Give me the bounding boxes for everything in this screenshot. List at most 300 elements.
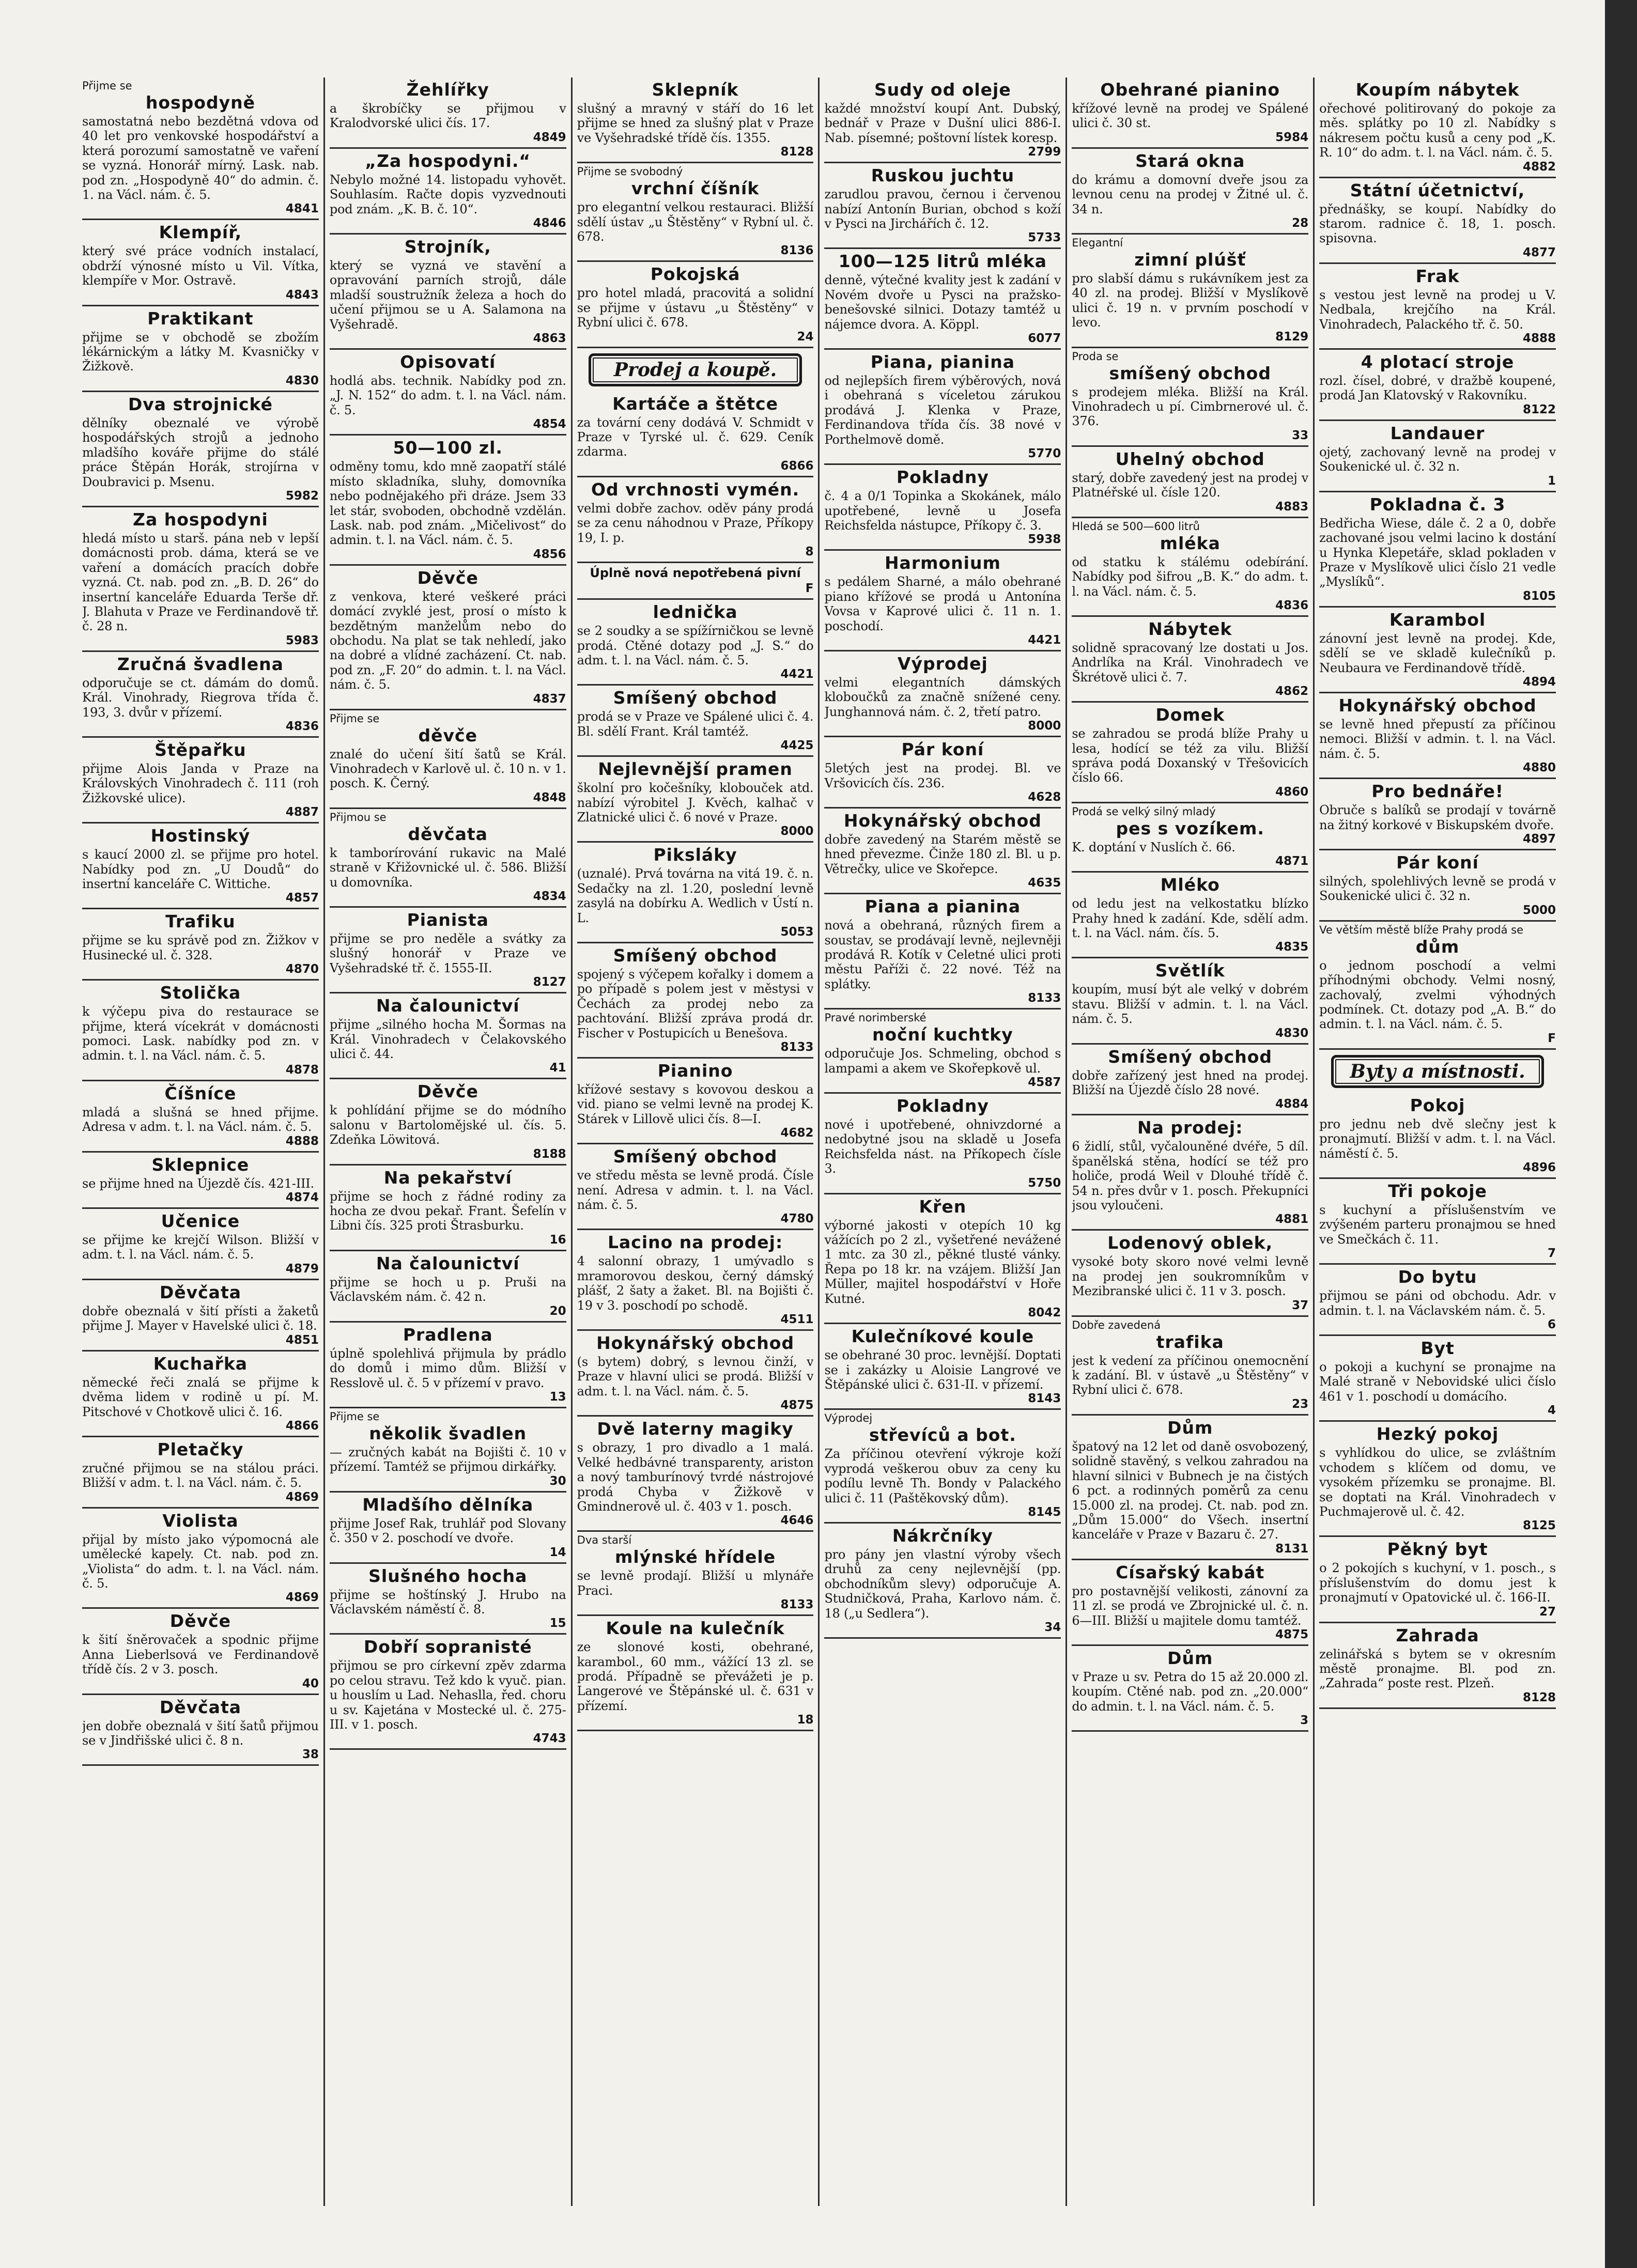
classified-ad: [82, 1209, 319, 1280]
ad-number: 4866: [285, 1419, 319, 1433]
ad-number: 4511: [780, 1313, 814, 1327]
ad-text: přijme se v obchodě se zbožím lékárnickým a látky M. Kvasničky v Žižkově.: [82, 330, 319, 374]
ad-heading: Violista: [162, 1510, 239, 1531]
ad-column-6: [1313, 77, 1561, 2206]
ad-heading: Obehrané pianino: [1100, 80, 1280, 100]
ad-text: denně, výtečné kvality jest k zadání v Novém dvoře u Pysci na pražsko-benešovské silnici. Dotazy tamtéž u nájemce dvora. A. Köppl.: [824, 273, 1061, 332]
ad-text: rozl. čísel, dobré, v dražbě koupené, prodá Jan Klatovský v Rakovníku.: [1319, 374, 1556, 403]
ad-number: 18: [797, 1713, 814, 1727]
classified-ad: [1072, 617, 1308, 703]
ad-text: pro pány jen vlastní výroby všech druhů za ceny nejlevnější (pp. obchodníkům slevy) odporučuje A. Studničková, Praha, Karlovo nám. č. 18 („u Sedlera“).: [824, 1547, 1061, 1621]
ad-heading: Pár koní: [1396, 852, 1479, 873]
ad-text: — zručných kabát na Bojišti č. 10 v přízemí. Tamtéž se přijmou dirkářky.: [329, 1444, 566, 1474]
ad-heading: Pokojská: [650, 264, 740, 285]
ad-number: 6077: [1028, 332, 1061, 346]
ad-text: se přijme ke krejčí Wilson. Bližší v adm. t. l. na Václ. nám. č. 5.: [82, 1233, 319, 1262]
classified-ad: [824, 809, 1061, 894]
ad-number: 6866: [780, 459, 814, 473]
ad-column-2: [323, 77, 571, 2206]
ad-text: s kuchyní a příslušenstvím ve zvýšeném parteru pronajmou se hned ve Smečkách č. 11.: [1319, 1203, 1556, 1247]
ad-column-5: [1065, 77, 1313, 2206]
ad-text: 5letých jest na prodej. Bl. ve Vršovicích čís. 236.: [824, 761, 1061, 790]
ad-number: 23: [1292, 1397, 1309, 1411]
ad-number: 8125: [1522, 1519, 1556, 1533]
ad-text: slušný a mravný v stáří do 16 let přijme se hned za slušný plat v Praze ve Vyšehradské třídě čís. 1355.: [577, 101, 814, 145]
ad-text: prodá se v Praze ve Spálené ulici č. 4. Bl. sdělí Frant. Král tamtéž.: [577, 709, 814, 739]
ad-number: 8129: [1275, 330, 1309, 344]
classified-ad: [330, 1564, 566, 1635]
classified-ad: [330, 710, 566, 809]
ad-heading: Státní účetnictví,: [1350, 180, 1525, 200]
ad-heading: Opisovatí: [400, 352, 496, 372]
ad-text: přijme se ku správě pod zn. Žižkov v Husinecké ul. č. 328.: [82, 933, 319, 962]
ad-heading: Kartáče a štětce: [612, 393, 778, 414]
ad-text: o jednom poschodí a velmi příhodnými obchody. Velmi nosný, zachovalý, zvelmi výhodných podmínek. Ct. dotazy pod „A. B.“ do admin. t. l. na Václ. nám. č. 5.: [1319, 958, 1556, 1032]
ad-preheading: Hledá se 500—600 litrů: [1072, 520, 1200, 533]
classified-ad: [577, 1331, 814, 1417]
ad-number: 4421: [780, 667, 814, 681]
ad-heading: Koule na kulečník: [606, 1618, 785, 1639]
ad-heading: Dobří sopranisté: [363, 1637, 532, 1657]
ad-number: 4587: [1028, 1076, 1061, 1090]
ad-number: 4843: [285, 288, 319, 302]
ad-number: 15: [549, 1617, 566, 1630]
classified-ad: [1072, 958, 1308, 1044]
ad-heading: Děvče: [417, 567, 478, 588]
classified-ad: [577, 1144, 814, 1230]
ad-number: F: [1548, 1031, 1556, 1045]
ad-heading: Křen: [919, 1196, 967, 1217]
ad-text: starý, dobře zavedený jest na prodej v Platnéřské ul. čísle 120.: [1072, 470, 1309, 500]
ad-number: 5750: [1028, 1176, 1061, 1190]
classified-ad: [82, 77, 319, 220]
ad-text: přijme se hoch z řádné rodiny za hocha ze dvou pekař. Frant. Šefelín v Libni čís. 325 proti Štrasburku.: [329, 1189, 566, 1233]
ad-number: 4882: [1522, 160, 1556, 174]
classified-ad: [1319, 1537, 1556, 1623]
ad-preheading: Přijme se svobodný: [577, 165, 683, 178]
ad-heading: Císařský kabát: [1116, 1562, 1265, 1582]
ad-text: přijme Alois Janda v Praze na Královských Vinohradech č. 111 (roh Žižkovské ulice).: [82, 761, 319, 805]
ad-number: 5984: [1275, 130, 1309, 144]
ad-heading: Světlík: [1155, 960, 1225, 981]
classified-ad: [824, 1524, 1061, 1639]
ad-number: 4863: [533, 332, 566, 346]
ad-text: pro hotel mladá, pracovitá a solidní se přijme v ústavu „u Štěstěny“ v Rybní ulici č. 678.: [577, 286, 814, 330]
ad-heading: Pěkný byt: [1387, 1539, 1488, 1560]
ad-heading: Harmonium: [884, 553, 1001, 573]
ad-heading: Kulečníkové koule: [851, 1326, 1034, 1347]
ad-text: jen dobře obeznalá v šití šatů přijmou se v Jindřišské ulici č. 8 n.: [82, 1718, 319, 1748]
ad-preheading: Přijme se: [329, 712, 380, 725]
ad-number: 5770: [1028, 447, 1061, 461]
ad-heading: Pár koní: [901, 739, 984, 760]
ad-number: 8042: [1028, 1306, 1061, 1320]
section-banner: Byty a místnosti.: [1331, 1055, 1545, 1088]
ad-heading: Pianino: [657, 1061, 733, 1081]
classified-ad: [1072, 1045, 1308, 1116]
classified-ad: [1319, 1623, 1556, 1709]
classified-ad: [577, 392, 814, 477]
ad-heading: Děvčata: [159, 1282, 241, 1302]
classified-ad: [330, 436, 566, 565]
ad-heading: Na pekařství: [383, 1167, 512, 1188]
ad-heading: Pianista: [407, 910, 489, 930]
classified-ad: [577, 843, 814, 943]
ad-text: se zahradou se prodá blíže Prahy u lesa, hodící se též za vilu. Bližší správa podá Doxanský v Třešovicích číslo 66.: [1072, 726, 1309, 785]
ad-number: 8136: [780, 244, 814, 258]
ad-number: 4646: [780, 1514, 814, 1528]
ad-number: 8128: [780, 145, 814, 159]
classified-ad: [330, 1166, 566, 1251]
classified-ad: [1319, 178, 1556, 264]
ad-number: 4879: [285, 1262, 319, 1276]
ad-text: vysoké boty skoro nové velmi levně na prodej jen soukromníkům v Mezibranské ulici č. 11 v 3. posch.: [1072, 1254, 1309, 1299]
classified-ad: [82, 1081, 319, 1153]
ad-number: 4856: [533, 547, 566, 561]
classified-ad: [577, 262, 814, 348]
ad-heading: Frak: [1415, 266, 1460, 286]
ad-heading: Pletačky: [157, 1439, 244, 1459]
ad-number: 4682: [780, 1126, 814, 1140]
ad-text: a škrobíčky se přijmou v Kralodvorské ulici čís. 17.: [329, 101, 566, 131]
ad-heading: Hokynářský obchod: [1338, 695, 1537, 716]
ad-text: pro slabší dámu s rukávníkem jest za 40 zl. na prodej. Bližší v Myslíkově ulici č. 19 n. v prvním poschodí v levo.: [1072, 271, 1309, 330]
ad-heading: Smíšený obchod: [613, 1146, 778, 1167]
ad-text: (s bytem) dobrý, s levnou činží, v Praze v hlavní ulici se prodá. Bližší v adm. t. l. na Václ. nám. č. 5.: [577, 1355, 814, 1399]
ad-text: od ledu jest na velkostatku blízko Prahy hned k zadání. Kde, sdělí adm. t. l. na Václ. nám. čís. 5.: [1072, 896, 1309, 940]
ad-number: 4875: [780, 1399, 814, 1412]
ad-number: 4887: [285, 805, 319, 819]
ad-text: přijmou se páni od obchodu. Adr. v admin. t. l. na Václavském nám. č. 5.: [1319, 1288, 1556, 1318]
classified-ad: [577, 477, 814, 563]
ad-heading: trafika: [1156, 1331, 1224, 1352]
ad-heading: Sklepník: [652, 80, 739, 100]
classified-columns: [78, 77, 1561, 2206]
classified-ad: [1319, 693, 1556, 779]
classified-ad: [1072, 77, 1308, 149]
ad-number: 4848: [533, 790, 566, 804]
ad-heading: Piksláky: [653, 845, 737, 865]
ad-number: 4860: [1275, 785, 1309, 799]
ad-text: špatový na 12 let od daně osvobozený, solidně stavěný, s velkou zahradou na hlavní silnici v Bubnech je na čistých 6 pct. a rodinných poměrů za cenu 15.000 zl. na prodej. Ct. nab. pod zn. „Dům 15.000“ do Všech. insertní kanceláře v Praze v Bazaru č. 27.: [1072, 1439, 1309, 1542]
classified-ad: [824, 1009, 1061, 1094]
ad-number: 4875: [1275, 1627, 1309, 1641]
ad-heading: Štěpařku: [155, 739, 246, 760]
ad-text: přijmou se pro církevní zpěv zdarma po celou stravu. Tež kdo k vyuč. pian. u houslím u Lad. Nehaslla, řed. choru u sv. Kajetána v Mostecké ul. č. 275-III. v 1. posch.: [329, 1658, 566, 1732]
classified-ad: [824, 651, 1061, 737]
ad-number: 4854: [533, 417, 566, 431]
classified-ad: [82, 1509, 319, 1609]
ad-column-1: [78, 77, 323, 2206]
ad-text: ze slonové kosti, obehrané, karambol., 60 mm., vážící 13 zl. se prodá. Případně se převážeti je p. Langerové ve Štěpánské ul. č. 631 v přízemí.: [577, 1640, 814, 1713]
ad-text: velmi dobře zachov. oděv pány prodá se za cenu náhodnou v Praze, Příkopy 19, I. p.: [577, 501, 814, 545]
classified-ad: [82, 824, 319, 909]
ad-number: 8122: [1522, 402, 1556, 416]
ad-number: 37: [1292, 1298, 1309, 1312]
ad-number: 4877: [1522, 245, 1556, 259]
ad-preheading: Přijme se: [82, 80, 132, 92]
ad-number: 5938: [1028, 533, 1061, 547]
ad-heading: Stará okna: [1135, 150, 1245, 171]
classified-ad: [1072, 518, 1308, 617]
classified-ad: [82, 220, 319, 306]
classified-ad: [577, 686, 814, 757]
ad-number: 4421: [1028, 633, 1061, 647]
ad-text: školní pro kočešníky, klobouček atd. nabízí výrobitel J. Kvěch, kalhač v Zlatnické ulici č. 6 nové v Praze.: [577, 781, 814, 825]
classified-ad: [330, 1251, 566, 1323]
classified-ad: [824, 551, 1061, 651]
classified-ad: [1319, 922, 1556, 1050]
ad-heading: Na čalounictví: [376, 996, 520, 1016]
ad-text: s vyhlídkou do ulice, se zvláštním vchodem s klíčem od domu, ve vysokém přízemku se pronajme. Bl. se doptati na Král. Vinohradech v Puchmajerově ul. č. 42.: [1319, 1446, 1556, 1519]
ad-heading: Nákrčníky: [892, 1525, 993, 1546]
ad-preheading: Dva starší: [577, 1534, 632, 1547]
ad-heading: Pokladny: [896, 1096, 989, 1116]
ad-heading: Dům: [1167, 1648, 1213, 1668]
ad-number: 4851: [285, 1333, 319, 1347]
ad-text: s vestou jest levně na prodej u V. Nedbala, krejčího na Král. Vinohradech, Palackého tř. č. 50.: [1319, 287, 1556, 332]
ad-number: 41: [549, 1061, 566, 1075]
classified-ad: [824, 1324, 1061, 1410]
ad-number: 7: [1547, 1247, 1556, 1261]
ad-text: za tovární ceny dodává V. Schmidt v Praze v Tyrské ul. č. 629. Ceník zdarma.: [577, 415, 814, 459]
ad-text: hledá místo u starš. pána neb v lepší domácnosti prob. dáma, která se ve vaření a domácích pracích dobře vyzná. Ct. nab. pod zn. „B. D. 26“ do insertní kanceláře Eduarda Terše dř. J. Blahuta v Praze ve Ferdinandově tř. č. 28 n.: [82, 531, 319, 634]
classified-ad: [82, 1609, 319, 1695]
ad-heading: Děvče: [169, 1611, 231, 1632]
ad-number: 6: [1547, 1318, 1556, 1332]
classified-ad: [577, 77, 814, 163]
classified-ad: [82, 652, 319, 738]
ad-number: 13: [549, 1390, 566, 1404]
ad-text: nová a obehraná, různých firem a soustav, se prodávají levně, nejlevněji prodává R. Kotík v Celetné ulici proti městu Paříži č. 22 nové. Též na splátky.: [824, 918, 1061, 991]
ad-number: 33: [1292, 428, 1309, 442]
ad-text: německé řeči znalá se přijme k dvěma lidem v rodině u pí. M. Pitschové v Chotkově ulici č. 16.: [82, 1375, 319, 1419]
ad-number: 30: [549, 1474, 566, 1488]
ad-text: který se vyzná ve stavění a opravování parních strojů, dále mladší soustružník železa a hoch do učení přijmou se u A. Salamona na Vyšehradě.: [329, 258, 566, 332]
ad-heading: Domek: [1155, 705, 1225, 725]
ad-number: 4871: [1275, 855, 1309, 868]
ad-number: 8105: [1522, 589, 1556, 603]
classified-ad: [330, 77, 566, 149]
ad-text: s obrazy, 1 pro divadlo a 1 malá. Velké hedbávné transparenty, ariston a nový tamburínový tvrdé nástrojové prodá Chyba v Žižkově v Gmindnerově ul. č. 403 v 1. posch.: [577, 1440, 814, 1514]
classified-ad: [1319, 1179, 1556, 1265]
ad-heading: Číšníce: [164, 1083, 237, 1104]
ad-number: 27: [1539, 1605, 1556, 1619]
ad-number: 4846: [533, 216, 566, 230]
ad-text: spojený s výčepem kořalky i domem a po případě s polem jest v městysi v Čechách za prodej nebo za pachtování. Bližší zpráva prodá dr. Fischer v Postupicích u Benešova.: [577, 967, 814, 1040]
ad-number: 40: [302, 1676, 319, 1690]
ad-column-4: [818, 77, 1065, 2206]
ad-heading: Dva strojnické: [128, 394, 273, 414]
ad-heading: Smíšený obchod: [1108, 1046, 1273, 1067]
classified-ad: [1319, 850, 1556, 922]
ad-text: s prodejem mléka. Bližší na Král. Vinohradech u pí. Cimbrnerové ul. č. 376.: [1072, 384, 1309, 429]
classified-ad: [82, 1352, 319, 1437]
ad-number: 8133: [780, 1598, 814, 1612]
ad-heading: Na prodej:: [1137, 1117, 1243, 1138]
classified-ad: [1319, 1336, 1556, 1422]
ad-heading: Strojník,: [404, 237, 491, 257]
classified-ad: [1319, 492, 1556, 608]
ad-heading: Od vrchnosti vymén.: [591, 479, 800, 500]
ad-number: 5983: [285, 633, 319, 647]
ad-text: zánovní jest levně na prodej. Kde, sdělí se ve skladě kulečníků p. Neubaura ve Ferdinandově třídě.: [1319, 631, 1556, 675]
ad-number: 4897: [1522, 832, 1556, 846]
ad-text: k tamborírování rukavic na Malé straně v Křižovnické ul. č. 586. Bližší u domovníka.: [329, 845, 566, 890]
classified-ad: [1072, 149, 1308, 235]
classified-ad: [577, 163, 814, 262]
classified-ad: [1072, 703, 1308, 803]
classified-ad: [1319, 421, 1556, 492]
classified-ad: [330, 809, 566, 908]
classified-ad: [82, 306, 319, 392]
ad-preheading: Pravé norimberské: [824, 1012, 926, 1024]
ad-number: 4888: [285, 1134, 319, 1148]
ad-text: od statku k stálému odebírání. Nabídky pod šifrou „B. K.“ do adm. t. l. na Václ. nám. č. 5.: [1072, 554, 1309, 599]
ad-heading: děvče: [418, 725, 477, 745]
classified-ad: [82, 738, 319, 824]
ad-heading: mlýnské hřídele: [615, 1547, 776, 1567]
classified-ad: [330, 993, 566, 1079]
ad-number: 8133: [780, 1040, 814, 1054]
ad-number: 8: [805, 545, 814, 559]
ad-heading: Praktikant: [147, 308, 254, 329]
classified-ad: [824, 350, 1061, 465]
ad-preheading: Prodá se velký silný mladý: [1072, 805, 1216, 818]
page-edge: [1605, 0, 1637, 2268]
classified-ad: [1319, 608, 1556, 693]
ad-heading: noční kuchtky: [872, 1024, 1013, 1045]
ad-number: 14: [549, 1545, 566, 1559]
ad-heading: Mladšího dělníka: [362, 1494, 534, 1515]
classified-ad: [1319, 1093, 1556, 1179]
ad-heading: „Za hospodyni.“: [365, 150, 531, 171]
classified-ad: [82, 1280, 319, 1352]
classified-ad: [330, 1079, 566, 1165]
ad-number: 2799: [1028, 145, 1061, 159]
ad-heading: Na čalounictví: [376, 1253, 520, 1273]
ad-text: Bedřicha Wiese, dále č. 2 a 0, dobře zachované jsou velmi lacino k dostání u Hynka Klepetáře, sklad pokladen v Praze v Myslíkově ulici číslo 21 vedle „Myslíků“.: [1319, 516, 1556, 589]
ad-text: který své práce vodních instalací, obdrží výnosné místo u Vil. Vítka, klempíře v Mor. Ostravě.: [82, 244, 319, 288]
ad-number: 8000: [1028, 719, 1061, 733]
ad-text: zarudlou pravou, černou i červenou nabízí Antonín Burian, obchod s koží v Pysci na Jirchářích č. 12.: [824, 187, 1061, 231]
ad-text: přijal by místo jako výpomocná ale umělecké kapely. Ct. nab. pod zn. „Violista“ do adm. t. l. na Václ. nám. č. 5.: [82, 1532, 319, 1591]
ad-heading: Pradlena: [403, 1324, 493, 1345]
ad-number: 5733: [1028, 231, 1061, 245]
classified-ad: [330, 1493, 566, 1564]
ad-preheading: Proda se: [1072, 350, 1119, 363]
classified-ad: [330, 1323, 566, 1408]
ad-preheading: Dobře zavedená: [1072, 1318, 1161, 1331]
ad-text: Obruče s balíků se prodají v továrně na žitný korkové v Biskupském dvoře.: [1319, 803, 1556, 832]
classified-ad: [330, 149, 566, 235]
ad-heading: Mléko: [1160, 875, 1220, 895]
ad-heading: vrchní číšník: [631, 178, 760, 199]
ad-heading: střevíců a bot.: [869, 1425, 1016, 1446]
ad-number: 8131: [1275, 1542, 1309, 1556]
ad-text: silných, spolehlivých levně se prodá v Soukenické ulici č. 32 n.: [1319, 874, 1556, 904]
classified-ad: [1072, 1231, 1308, 1316]
ad-heading: zimní plúšť: [1134, 250, 1246, 270]
classified-ad: [577, 757, 814, 843]
ad-number: 4862: [1275, 685, 1309, 698]
ad-heading: Piana a pianina: [864, 896, 1021, 917]
classified-ad: [577, 1230, 814, 1331]
classified-ad: [1072, 235, 1308, 348]
ad-preheading: Ve větším městě blíže Prahy prodá se: [1319, 923, 1524, 936]
ad-number: 4830: [285, 374, 319, 387]
ad-text: s kaucí 2000 zl. se přijme pro hotel. Nabídky pod zn. „U Doudů“ do insertní kanceláře C. Wittiche.: [82, 847, 319, 891]
ad-text: (uznalé). Prvá továrna na vitá 19. č. n. Sedačky na zl. 1.20, poslední levně zasylá na dobírku A. Wedlich v Ústí n. L.: [577, 866, 814, 925]
ad-heading: Nejlevnější pramen: [598, 759, 793, 780]
classified-ad: [330, 1635, 566, 1750]
ad-preheading: Přijmou se: [329, 811, 387, 824]
ad-text: křížové levně na prodej ve Spálené ulici č. 30 st.: [1072, 101, 1309, 131]
classified-ad: [1072, 1317, 1308, 1416]
ad-text: dobře obeznalá v šití přísti a žaketů přijme J. Mayer v Havelské ulici č. 18.: [82, 1303, 319, 1333]
ad-number: 16: [549, 1233, 566, 1247]
classified-ad: [1072, 1560, 1308, 1646]
ad-text: o 2 pokojích s kuchyní, v 1. posch., s příslušenstvím do domu jest k pronajmutí v Opatovické ul. č. 166-II.: [1319, 1561, 1556, 1605]
ad-text: pro postavnější velikosti, zánovní za 11 zl. se prodá ve Zbrojnické ul. č. n. 6—III. Bližší u majitele domu tamtéž.: [1072, 1583, 1309, 1628]
ad-number: 4883: [1275, 500, 1309, 514]
ad-number: 8145: [1028, 1505, 1061, 1519]
classified-ad: [82, 1695, 319, 1766]
ad-number: 4869: [285, 1591, 319, 1605]
ad-number: 4: [1547, 1404, 1556, 1418]
ad-text: v Praze u sv. Petra do 15 až 20.000 zl. koupím. Ctěné nab. pod zn. „20.000“ do admin. t. l. na Václ. nám. č. 5.: [1072, 1669, 1309, 1714]
ad-heading: Děvče: [417, 1081, 478, 1102]
ad-text: dobře zavedený na Starém městě se hned převezme. Činže 180 zl. Bl. u p. Větrečky, ulice ve Skořepce.: [824, 832, 1061, 876]
ad-text: mladá a slušná se hned přijme. Adresa v adm. t. l. na Václ. nám. č. 5.: [82, 1105, 319, 1135]
ad-heading: Zahrada: [1396, 1625, 1479, 1645]
ad-number: 4881: [1275, 1213, 1309, 1226]
ad-text: se levně hned přepustí za příčinou nemoci. Bližší v admin. t. l. na Václ. nám. č. 5.: [1319, 717, 1556, 761]
ad-text: solidně spracovaný lze dostati u Jos. Andrlíka na Král. Vinohradech ve Škrétově ulici č. 7.: [1072, 640, 1309, 685]
ad-text: o pokoji a kuchyní se pronajme na Malé straně v Nebovidské ulici číslo 461 v 1. poschodí u domácího.: [1319, 1360, 1556, 1404]
ad-text: se přijme hned na Újezdě čís. 421-III.: [82, 1176, 314, 1191]
newspaper-page: [78, 77, 1561, 2206]
ad-text: dělníky obeznalé ve výrobě hospodářských strojů a jednoho mladšího kováře přijme do stálé práce Štěpán Horák, strojírna v Doubravici p. Msenu.: [82, 415, 319, 489]
ad-text: k výčepu piva do restaurace se přijme, která vícekrát v domácnosti pomoci. Lask. nabídky pod zn. v admin. t. l. na Václ. nám. č. 5.: [82, 1004, 319, 1063]
classified-ad: [577, 600, 814, 686]
ad-text: ořechové politirovaný do pokoje za měs. splátky po 10 zl. Nabídky s nákresem počtu kusů a ceny pod „K. R. 10“ do adm. t. l. na Václ. nám. č. 5.: [1319, 101, 1556, 160]
ad-heading: dům: [1415, 936, 1460, 957]
ad-number: 4635: [1028, 876, 1061, 890]
ad-heading: Slušného hocha: [368, 1565, 528, 1586]
ad-heading: Lodenový oblek,: [1107, 1233, 1273, 1253]
ad-heading: Dům: [1167, 1417, 1213, 1438]
ad-heading: Ruskou juchtu: [871, 165, 1015, 186]
ad-heading: Hostinský: [150, 826, 251, 846]
ad-heading: Hokynářský obchod: [596, 1333, 795, 1354]
ad-number: 4830: [1275, 1026, 1309, 1040]
ad-heading: smíšený obchod: [1109, 363, 1271, 383]
ad-heading: Za hospodyni: [133, 509, 268, 530]
classified-ad: [577, 943, 814, 1059]
ad-text: přijme se hoštínský J. Hrubo na Václavském náměstí č. 8.: [329, 1587, 566, 1617]
classified-ad: [824, 249, 1061, 350]
ad-heading: 100—125 litrů mléka: [838, 251, 1047, 272]
ad-number: 4878: [285, 1063, 319, 1077]
ad-number: 4834: [533, 890, 566, 903]
classified-ad: [1319, 1422, 1556, 1537]
ad-text: č. 4 a 0/1 Topinka a Skokánek, málo upotřebené, levně u Josefa Reichsfelda nástupce, Příkopy č. 3.: [824, 489, 1061, 533]
ad-number: 5053: [780, 925, 814, 939]
classified-ad: [824, 1194, 1061, 1324]
ad-number: 4870: [285, 962, 319, 976]
ad-heading: Hokynářský obchod: [843, 810, 1042, 831]
